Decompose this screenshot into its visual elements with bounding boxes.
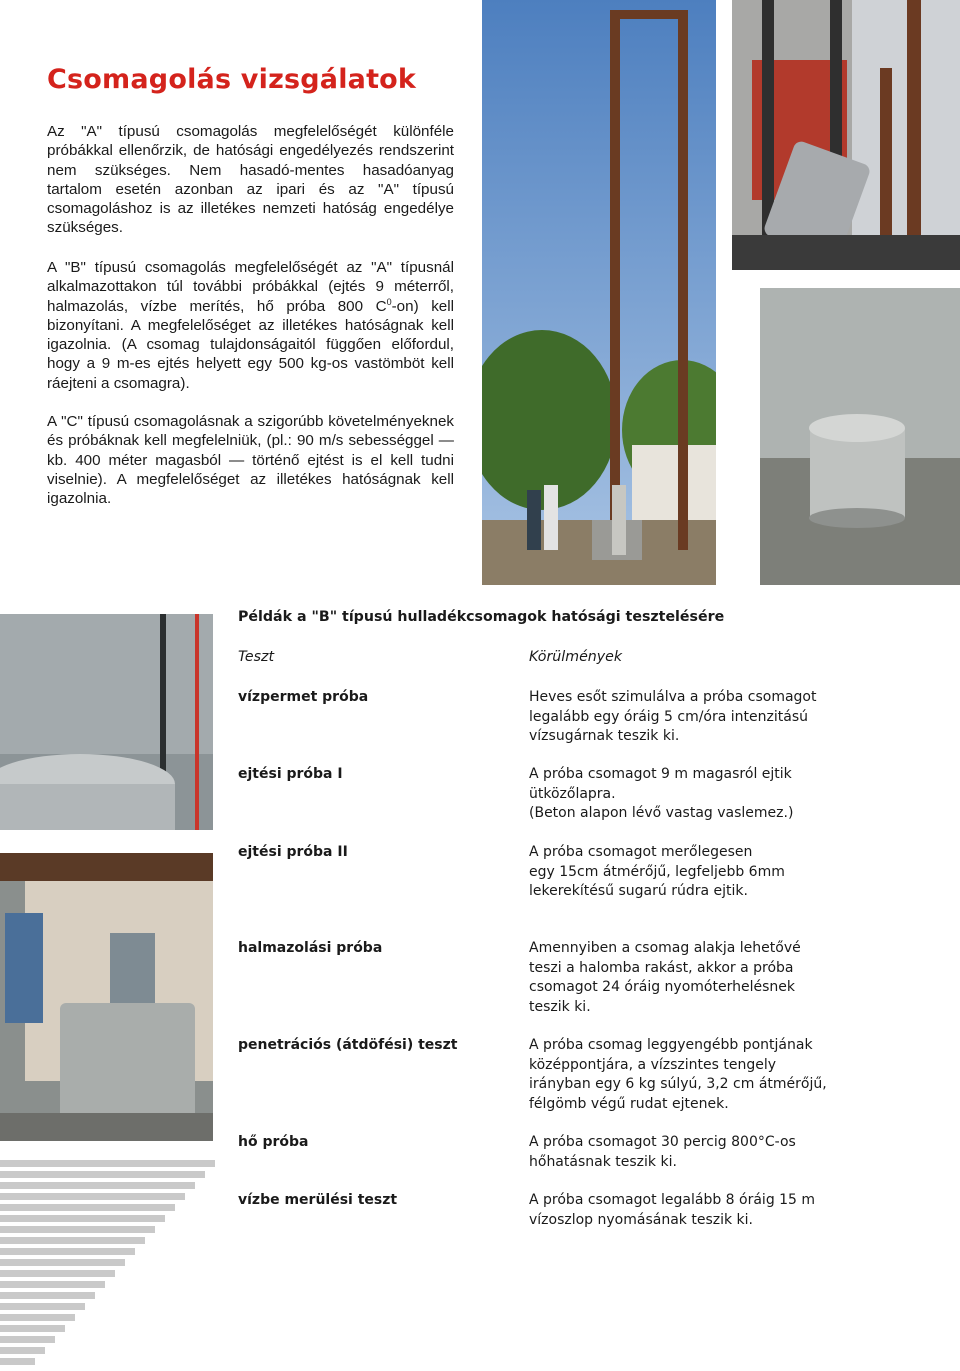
column-header-test: Teszt [238,649,275,665]
table-heading: Példák a "B" típusú hulladékcsomagok hatósági tesztelésére [238,609,725,625]
stripe [0,1303,85,1310]
test-name: vízpermet próba [238,689,369,705]
stripe [0,1171,205,1178]
stripe [0,1281,105,1288]
page-title: Csomagolás vizsgálatok [47,64,417,95]
stripe [0,1160,215,1167]
stripe [0,1336,55,1343]
paragraph-type-c: A "C" típusú csomagolásnak a szigorúbb követelményeknek és próbáknak kell megfelelniük, (pl.: 90 m/s sebességgel — kb. 400 méter magasból — történő ejtést is el kell tudni viselnie). A megfelelőséget az illetékes hatóságnak kell igazolnia. [47,413,454,508]
paragraph-type-b [47,258,454,393]
test-name: hő próba [238,1134,309,1150]
drop-tower-photo [482,0,716,585]
stripe [0,1259,125,1266]
column-header-conditions: Körülmények [529,649,623,665]
stripe [0,1182,195,1189]
test-conditions: Amennyiben a csomag alakja lehetővé teszi a halomba rakást, akkor a próba csomagot 24 óráig nyomóterhelésnek teszik ki. [529,940,801,1015]
paragraph-type-b-text: A "B" típusú csomagolás megfelelőségét az "A" típusnál alkalmazottakon túl további próbákkal (ejtés 9 méterről, halmazolás, vízbe merítés, hő próba 800 C [47,259,454,315]
stripe [0,1347,45,1354]
test-name: vízbe merülési teszt [238,1192,398,1208]
stripe [0,1204,175,1211]
paragraph-type-a: Az "A" típusú csomagolás megfelelőségét különféle próbákkal ellenőrzik, de hatósági engedélyezés rendszerint nem szükséges. Nem hasadó-mentes hasadóanyag tartalom esetén azonban az ipari és az "A" típusú csomagoláshoz is az illetékes nemzeti hatóság engedélye szükséges. [47,123,454,237]
stripe [0,1215,165,1222]
stripe [0,1358,35,1365]
stripe [0,1325,65,1332]
stripe [0,1226,155,1233]
stacking-test-photo [0,853,213,1141]
degree-superscript: 0 [386,296,392,307]
test-conditions: A próba csomagot legalább 8 óráig 15 m vízoszlop nyomásának teszik ki. [529,1192,816,1228]
test-name: halmazolási próba [238,940,383,956]
test-conditions: A próba csomagot 30 percig 800°C-os hőhatásnak teszik ki. [529,1134,796,1170]
stripe [0,1270,115,1277]
stripe [0,1248,135,1255]
test-name: penetrációs (átdöfési) teszt [238,1037,458,1053]
test-conditions: A próba csomagot merőlegesen egy 15cm átmérőjű, legfeljebb 6mm lekerekítésű sugarú rúdra ejtik. [529,844,785,899]
paragraph-type-b-text-end: -on) kell bizonyítani. A megfelelőséget az illetékes hatóságnak kell igazolnia. (A csomag tulajdonságaitól függően előfordul, hogy a 9 m-es ejtés helyett egy 500 kg-os vastömböt kell ráejteni a csomagra). [47,297,454,392]
forklift-drop-photo [732,0,960,270]
test-name: ejtési próba I [238,766,343,782]
cylinder-rod-photo [760,288,960,585]
test-conditions: Heves esőt szimulálva a próba csomagot legalább egy óráig 5 cm/óra intenzitású vízsugárnak teszik ki. [529,689,817,744]
stripe [0,1314,75,1321]
test-conditions: A próba csomag leggyengébb pontjának középpontjára, a vízszintes tengely irányban egy 6 kg súlyú, 3,2 cm átmérőjű, félgömb végű rudat ejtenek. [529,1037,827,1112]
decorative-stripes [0,1160,215,1371]
stripe [0,1292,95,1299]
water-spray-photo [0,614,213,830]
test-conditions: A próba csomagot 9 m magasról ejtik ütközőlapra. (Beton alapon lévő vastag vaslemez.) [529,766,794,821]
stripe [0,1237,145,1244]
stripe [0,1193,185,1200]
test-name: ejtési próba II [238,844,348,860]
